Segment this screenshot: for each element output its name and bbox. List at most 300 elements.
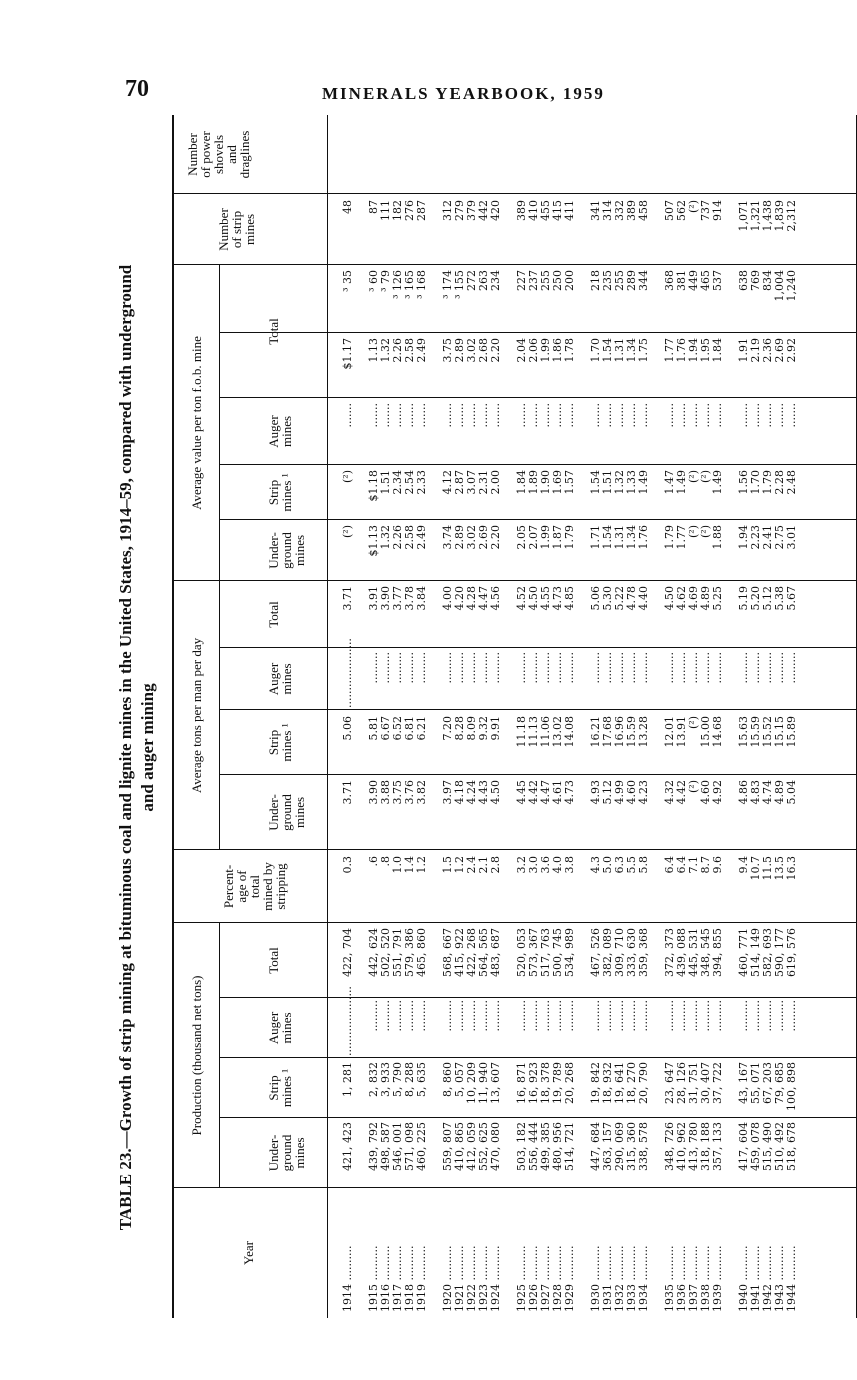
table-cell: ....... — [589, 403, 602, 428]
cell-val-total — [738, 338, 798, 394]
table-cell: ....... — [489, 403, 502, 428]
header-line: mines — [292, 796, 307, 829]
year-cell: 1932 .......... — [613, 1245, 626, 1312]
table-cell: ......... — [613, 652, 626, 684]
year-cell: 1917 .......... — [391, 1245, 404, 1312]
table-cell: ......... — [489, 652, 502, 684]
cell-val-strip — [590, 470, 650, 516]
table-cell: 517, 763 — [539, 928, 552, 977]
column-rule — [219, 774, 856, 775]
column-rule — [172, 193, 856, 194]
header-line: shovels — [211, 135, 226, 174]
table-cell: 4.83 — [749, 780, 762, 805]
table-cell: ....... — [391, 403, 404, 428]
table-cell: ......... — [391, 652, 404, 684]
table-cell: 3.91 — [367, 586, 380, 611]
table-cell: 200 — [563, 270, 576, 291]
header-prod-strip — [267, 1058, 293, 1118]
table-cell: 556, 444 — [527, 1122, 540, 1171]
header-line: mines — [279, 1012, 294, 1044]
header-line: Number — [185, 133, 200, 176]
table-cell: ....... — [341, 403, 354, 428]
header-line: Average tons per man per day — [189, 637, 204, 794]
year-cell: 1937 .......... — [687, 1245, 700, 1312]
cell-val-ug — [590, 525, 650, 577]
table-cell: 2.07 — [527, 525, 540, 550]
cell-tpd-total — [664, 586, 724, 644]
table-cell: 6.4 — [675, 856, 688, 874]
table-cell: ......... — [551, 1000, 564, 1032]
table-cell: 3.90 — [367, 780, 380, 805]
table-cell: ....... — [749, 403, 762, 428]
table-cell: 5.30 — [601, 586, 614, 611]
table-cell: ......... — [551, 652, 564, 684]
table-cell: 67, 203 — [761, 1062, 774, 1104]
table-cell: ......... — [589, 652, 602, 684]
table-cell: 1.99 — [539, 525, 552, 550]
table-cell: 1.79 — [563, 525, 576, 550]
table-cell: 1.78 — [563, 338, 576, 363]
table-cell: ......... — [515, 652, 528, 684]
header-line: mines ¹ — [279, 473, 294, 512]
table-cell: 1.49 — [637, 470, 650, 495]
table-cell: 4.93 — [589, 780, 602, 805]
table-cell: 2.87 — [453, 470, 466, 495]
table-cell: 3.97 — [441, 780, 454, 805]
header-production — [190, 923, 203, 1188]
header-line: Under- — [266, 1134, 281, 1172]
cell-tpd-total — [342, 586, 354, 644]
cell-prod-total — [738, 928, 798, 994]
table-cell: 514, 721 — [563, 1122, 576, 1171]
table-cell: 552, 625 — [477, 1122, 490, 1171]
cell-strip-mines — [516, 270, 576, 329]
table-cell: 255 — [539, 270, 552, 291]
table-cell: 4.99 — [613, 780, 626, 805]
table-cell: 420 — [489, 200, 502, 221]
year-cell: 1940 .......... — [737, 1245, 750, 1312]
cell-prod-total — [442, 928, 502, 994]
table-cell: ....... — [601, 403, 614, 428]
cell-tpd-auger — [341, 638, 354, 708]
cell-val-auger — [516, 403, 576, 463]
header-line: Total — [266, 601, 281, 628]
table-cell: ....... — [367, 403, 380, 428]
table-cell: 1, 281 — [341, 1062, 354, 1097]
cell-tpd-auger — [664, 652, 724, 708]
table-cell: 460, 225 — [415, 1122, 428, 1171]
year-cell: 1926 .......... — [527, 1245, 540, 1312]
table-cell: ......... — [773, 1000, 786, 1032]
table-cell: 5, 057 — [453, 1062, 466, 1097]
header-line: mined by — [260, 862, 275, 911]
table-cell: 1.51 — [601, 470, 614, 495]
table-cell: 455 — [539, 200, 552, 221]
table-cell: ......... — [761, 652, 774, 684]
table-cell: 3.6 — [539, 856, 552, 874]
table-cell: 315, 360 — [625, 1122, 638, 1171]
column-rule — [219, 1117, 856, 1118]
table-cell: 11, 940 — [477, 1062, 490, 1104]
cell-tpd-ug — [516, 780, 576, 846]
cell-year — [738, 1192, 798, 1312]
table-cell: 4.73 — [563, 780, 576, 805]
table-cell: 2.28 — [773, 470, 786, 495]
table-cell: ......... — [415, 1000, 428, 1032]
table-cell: 568, 667 — [441, 928, 454, 977]
cell-tpd-auger — [590, 652, 650, 708]
table-cell: 3.77 — [391, 586, 404, 611]
table-cell: 564, 565 — [477, 928, 490, 977]
table-cell: ......... — [773, 652, 786, 684]
table-cell: 359, 368 — [637, 928, 650, 977]
cell-prod-ug — [738, 1122, 798, 1184]
table-cell: 1.70 — [589, 338, 602, 363]
table-cell: 6.21 — [415, 716, 428, 741]
year-cell: 1918 .......... — [403, 1245, 416, 1312]
table-cell: 3.75 — [391, 780, 404, 805]
table-cell: 2.89 — [453, 338, 466, 363]
cell-year — [516, 1192, 576, 1312]
table-cell: 1.91 — [737, 338, 750, 363]
table-cell: 2.33 — [415, 470, 428, 495]
table-cell: 2.06 — [527, 338, 540, 363]
page-number: 70 — [125, 76, 149, 102]
table-cell: 422, 704 — [341, 928, 354, 977]
table-cell: 4.20 — [453, 586, 466, 611]
caption-line-2: and auger mining — [138, 683, 157, 812]
cell-strip-mines — [664, 270, 724, 329]
table-cell: ....... — [625, 403, 638, 428]
table-cell: 4.50 — [663, 586, 676, 611]
cell-prod-auger — [738, 1000, 798, 1056]
header-line: Under- — [266, 532, 281, 569]
header-line: and — [224, 145, 239, 164]
cell-prod-strip — [738, 1062, 798, 1114]
table-cell: 4.62 — [675, 586, 688, 611]
header-line: ground — [279, 532, 294, 569]
header-tons-per-day — [190, 581, 203, 850]
table-cell: 551, 791 — [391, 928, 404, 977]
cell-tpd-total — [738, 586, 798, 644]
year-cell: 1930 .......... — [589, 1245, 602, 1312]
table-cell: 590, 177 — [773, 928, 786, 977]
table-cell: 2.20 — [489, 338, 502, 363]
table-cell: 4.85 — [563, 586, 576, 611]
table-cell: 503, 182 — [515, 1122, 528, 1171]
cell-pct — [368, 856, 428, 919]
cell-val-ug — [442, 525, 502, 577]
table-cell: 500, 745 — [551, 928, 564, 977]
cell-val-auger — [368, 403, 428, 463]
table-cell: 227 — [515, 270, 528, 291]
header-line: of power — [198, 131, 213, 178]
year-cell: 1943 .......... — [773, 1245, 786, 1312]
year-cell: 1919 .......... — [415, 1245, 428, 1312]
cell-val-auger — [664, 403, 724, 463]
table-cell: ....... — [637, 403, 650, 428]
table-cell: (²) — [699, 525, 712, 538]
table-cell: ³ 155 — [453, 270, 466, 299]
table-cell: 237 — [527, 270, 540, 291]
table-cell: 1.4 — [403, 856, 416, 874]
table-cell: 559, 807 — [441, 1122, 454, 1171]
table-cell: 3.8 — [563, 856, 576, 874]
table-cell: 1.71 — [589, 525, 602, 550]
table-cell: 4.32 — [663, 780, 676, 805]
table-cell: 18, 270 — [625, 1062, 638, 1104]
table-cell: 7.1 — [687, 856, 700, 874]
table-cell: 1.88 — [711, 525, 724, 550]
table-cell: ....... — [663, 403, 676, 428]
header-val-strip — [267, 465, 293, 520]
cell-shovels — [442, 200, 502, 261]
table-cell: 1.13 — [367, 338, 380, 363]
header-percentage — [222, 850, 287, 923]
table-cell: 460, 771 — [737, 928, 750, 977]
table-cell: 439, 792 — [367, 1122, 380, 1171]
cell-year — [368, 1192, 428, 1312]
table-cell: 5.25 — [711, 586, 724, 611]
table-cell: 372, 373 — [663, 928, 676, 977]
table-cell: 3.84 — [415, 586, 428, 611]
header-line: draglines — [237, 130, 252, 179]
table-cell: 1.32 — [379, 525, 392, 550]
table-cell: 2.36 — [761, 338, 774, 363]
table-cell: 341 — [589, 200, 602, 221]
table-cell: ....... — [761, 403, 774, 428]
table-cell: ......... — [687, 652, 700, 684]
table-cell: 5.5 — [625, 856, 638, 874]
table-cell: 502, 520 — [379, 928, 392, 977]
table-cell: 1.89 — [527, 470, 540, 495]
table-cell: 3.2 — [515, 856, 528, 874]
table-cell: 834 — [761, 270, 774, 291]
column-rule — [219, 464, 856, 465]
table-cell: ....... — [675, 403, 688, 428]
table-cell: 4.00 — [441, 586, 454, 611]
header-prod-underground — [267, 1118, 306, 1188]
table-cell: 1.51 — [379, 470, 392, 495]
table-cell: 5.0 — [601, 856, 614, 874]
table-cell: 480, 956 — [551, 1122, 564, 1171]
rotated-table — [115, 115, 857, 1380]
year-cell: 1914 .......... — [341, 1245, 354, 1312]
table-cell: (²) — [341, 525, 354, 538]
table-cell: 10, 209 — [465, 1062, 478, 1104]
table-cell: 410 — [527, 200, 540, 221]
table-cell: 5.12 — [601, 780, 614, 805]
table-cell: 4.52 — [515, 586, 528, 611]
table-cell: 4.18 — [453, 780, 466, 805]
cell-val-strip — [342, 470, 354, 516]
cell-tpd-total — [368, 586, 428, 644]
table-cell: 394, 855 — [711, 928, 724, 977]
table-cell: 19, 842 — [589, 1062, 602, 1104]
table-cell: 255 — [613, 270, 626, 291]
table-cell: 2.69 — [773, 338, 786, 363]
table-cell: 4.12 — [441, 470, 454, 495]
cell-prod-auger — [368, 1000, 428, 1056]
cell-prod-strip — [664, 1062, 724, 1114]
table-cell: 3.71 — [341, 586, 354, 611]
table-cell: 1.2 — [415, 856, 428, 874]
table-cell: 417, 604 — [737, 1122, 750, 1171]
table-cell: ....... — [785, 403, 798, 428]
cell-pct — [664, 856, 724, 919]
year-cell: 1939 .......... — [711, 1245, 724, 1312]
table-cell: 4.23 — [637, 780, 650, 805]
table-cell: 571, 098 — [403, 1122, 416, 1171]
table-cell: 2.23 — [749, 525, 762, 550]
table-cell: 546, 001 — [391, 1122, 404, 1171]
cell-val-strip — [738, 470, 798, 516]
header-tpd-underground — [267, 775, 306, 850]
column-rule — [219, 397, 856, 398]
cell-prod-total — [342, 928, 354, 994]
header-line: ground — [279, 1134, 294, 1172]
year-cell: 1915 .......... — [367, 1245, 380, 1312]
table-cell: 48 — [341, 200, 354, 214]
table-cell: ......... — [737, 652, 750, 684]
table-cell: 18, 378 — [539, 1062, 552, 1104]
table-cell: 1.49 — [711, 470, 724, 495]
table-cell: 15.15 — [773, 716, 786, 748]
table-cell: 439, 088 — [675, 928, 688, 977]
table-cell: ......... — [785, 1000, 798, 1032]
table-cell: 5.38 — [773, 586, 786, 611]
table-cell: 3.02 — [465, 525, 478, 550]
cell-year — [342, 1192, 354, 1312]
table-cell: 1.69 — [551, 470, 564, 495]
table-cell: ....... — [441, 403, 454, 428]
table-cell: 15.89 — [785, 716, 798, 748]
table-cell: 1.49 — [675, 470, 688, 495]
table-cell: 368 — [663, 270, 676, 291]
table-cell: 9.4 — [737, 856, 750, 874]
table-cell: 4.3 — [589, 856, 602, 874]
table-cell: ......... — [663, 652, 676, 684]
table-cell: ......... — [477, 1000, 490, 1032]
table-cell: ......... — [489, 1000, 502, 1032]
cell-shovels — [590, 200, 650, 261]
table-cell: 1.77 — [675, 525, 688, 550]
table-cell: 3.75 — [441, 338, 454, 363]
table-cell: .................... — [341, 986, 354, 1056]
cell-val-auger — [442, 403, 502, 463]
table-cell: 411 — [563, 200, 576, 221]
table-header-rule — [327, 115, 328, 1318]
page-header — [0, 0, 857, 120]
table-cell: 272 — [465, 270, 478, 291]
cell-tpd-total — [590, 586, 650, 644]
table-cell: ....... — [773, 403, 786, 428]
table-cell: 3.71 — [341, 780, 354, 805]
table-cell: 1.95 — [699, 338, 712, 363]
table-cell: ....... — [477, 403, 490, 428]
year-cell: 1924 .......... — [489, 1245, 502, 1312]
table-cell: 6.3 — [613, 856, 626, 874]
table-cell: ......... — [749, 652, 762, 684]
table-cell: 16, 923 — [527, 1062, 540, 1104]
header-strip-mines — [217, 194, 256, 265]
table-cell: 467, 526 — [589, 928, 602, 977]
table-cell: 1.32 — [613, 470, 626, 495]
table-cell: 2.48 — [785, 470, 798, 495]
table-cell: 290, 069 — [613, 1122, 626, 1171]
year-cell: 1942 .......... — [761, 1245, 774, 1312]
table-cell: ......... — [527, 1000, 540, 1032]
table-cell: 3.82 — [415, 780, 428, 805]
table-cell: 11.18 — [515, 716, 528, 748]
cell-tpd-ug — [368, 780, 428, 846]
table-cell: ......... — [465, 652, 478, 684]
cell-prod-auger — [341, 986, 354, 1056]
table-cell: ......... — [675, 652, 688, 684]
cell-prod-ug — [590, 1122, 650, 1184]
cell-strip-mines — [442, 270, 502, 329]
column-rule — [219, 519, 856, 520]
year-cell: 1944 .......... — [785, 1245, 798, 1312]
table-cell: 8.28 — [453, 716, 466, 741]
cell-tpd-strip — [664, 716, 724, 771]
header-val-auger — [267, 398, 293, 465]
table-cell: 2.34 — [391, 470, 404, 495]
table-cell: 410, 962 — [675, 1122, 688, 1171]
table-cell: 5.20 — [749, 586, 762, 611]
table-cell: 534, 989 — [563, 928, 576, 977]
table-cell: 11.06 — [539, 716, 552, 748]
cell-year — [664, 1192, 724, 1312]
cell-pct — [590, 856, 650, 919]
table-cell: 412, 059 — [465, 1122, 478, 1171]
table-cell: 309, 710 — [613, 928, 626, 977]
table-cell: 1.75 — [637, 338, 650, 363]
header-line: mines ¹ — [279, 1068, 294, 1108]
table-cell: 87 — [367, 200, 380, 214]
table-cell: 4.24 — [465, 780, 478, 805]
header-prod-total — [267, 923, 280, 998]
table-cell: 3.07 — [465, 470, 478, 495]
table-cell: 1.77 — [663, 338, 676, 363]
table-cell: ......... — [601, 1000, 614, 1032]
header-year — [242, 1188, 255, 1318]
table-cell: ......... — [515, 1000, 528, 1032]
cell-prod-auger — [664, 1000, 724, 1056]
table-cell: 445, 531 — [687, 928, 700, 977]
table-cell: 2.05 — [515, 525, 528, 550]
table-cell: ......... — [699, 1000, 712, 1032]
table-cell: .8 — [379, 856, 392, 867]
table-cell: 1.0 — [391, 856, 404, 874]
table-cell: 312 — [441, 200, 454, 221]
cell-tpd-total — [442, 586, 502, 644]
table-cell: ......... — [367, 1000, 380, 1032]
cell-pct — [738, 856, 798, 919]
year-cell: 1923 .......... — [477, 1245, 490, 1312]
cell-prod-strip — [516, 1062, 576, 1114]
table-cell: 3.78 — [403, 586, 416, 611]
table-cell: ....... — [415, 403, 428, 428]
cell-year — [442, 1192, 502, 1312]
column-rule — [219, 1057, 856, 1058]
group-rule — [219, 265, 220, 581]
table-cell: ....... — [563, 403, 576, 428]
cell-prod-ug — [516, 1122, 576, 1184]
table-cell: 1,004 — [773, 270, 786, 302]
table-cell: 16.96 — [613, 716, 626, 748]
table-cell: 2, 832 — [367, 1062, 380, 1097]
